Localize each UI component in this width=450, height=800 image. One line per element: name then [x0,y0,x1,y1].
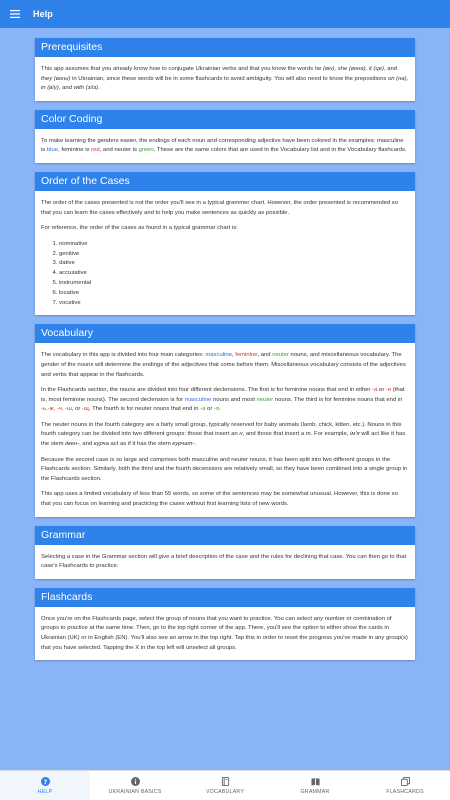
nav-label: FLASHCARDS [386,788,424,795]
page-title: Help [33,9,53,19]
paragraph: Once you're on the Flashcards page, select the group of nouns that you want to practice. You can select any number or combination of groups to practice at the same time. Then, go to the top right corner of the app. There, you'll see the option to either show the cards in Ukrainian (UK) or in English (EN). You'll also see an arrow in the top right. Tap this in order to reset the progress you've made in any group(s) that you have selected. Tapping the X in the top left will unselect all groups. [41,615,408,651]
paragraph: This app assumes that you already know how to conjugate Ukrainian verbs and that you know the words he (він), she (вона), it (це), and they (вони) in Ukrainian, since these words will be in some flashcards to avoid ambiguity. You will also need to know the prepositions on (на), in (в/у), and with (з/із). [41,66,409,92]
nav-label: UKRAINIAN BASICS [108,788,162,795]
card-prerequisites [35,38,415,101]
nav-flashcards[interactable] [360,771,450,800]
paragraph: To make learning the genders easier, the endings of each noun and corresponding adjective have been colored in the examples: masculine is blue, feminine is red, and neuter is green. These are the same colors that are used in the Vocabulary list and in the Vocabulary flashcards. [41,137,407,154]
card-grammar [35,526,415,579]
list-item: 4. accusative [59,269,409,279]
list-item: 3. dative [59,259,409,269]
card-title: Vocabulary [35,324,415,343]
flashcards-icon [401,777,410,786]
bottom-navigation [0,770,450,800]
nav-label: HELP [37,788,53,795]
card-title: Grammar [35,526,415,545]
info-circle-icon [131,777,140,786]
paragraph: Selecting a case in the Grammar section will give a brief description of the case and the rules for declining that case. You can then go to that case's Flashcards to practice. [41,553,407,570]
card-body [35,545,415,579]
card-body [35,343,415,516]
card-flashcards [35,588,415,660]
card-color-coding [35,110,415,163]
card-title: Order of the Cases [35,172,415,191]
card-title: Color Coding [35,110,415,129]
card-body [35,607,415,660]
paragraph: The vocabulary in this app is divided into four main categories: masculine, feminine, and neuter nouns, and miscellaneous vocabulary. The gender of the nouns will determine the endings of the adjectives that come before them. Miscellaneous vocabulary consists of the adjectives and verbs that appear in the flashcards. [41,352,406,378]
list-item: 6. locative [59,289,409,299]
card-body [35,57,415,101]
paragraph: This app uses a limited vocabulary of less than 55 words, so some of the sentences may be somewhat unusual. However, this is done so that you can focus on learning and practicing the cases without first learning lists of new words. [41,491,398,508]
list-item: 2. genitive [59,250,409,260]
paragraph: In the Flashcards section, the nouns are divided into four different declensions. The first is for feminine nouns that end in either -а or -я (that is, most feminine nouns). The second declension is for masculine nouns and most neuter nouns. The third is for feminine nouns that end in -ь,-ж, -ч, -ш, or -щ. The fourth is for neuter nouns that end in -а or -я. [41,387,405,413]
hamburger-menu-icon[interactable] [0,0,30,28]
card-title: Flashcards [35,588,415,607]
card-title: Prerequisites [35,38,415,57]
cases-list [41,240,409,309]
paragraph: For reference, the order of the cases as found in a typical grammar chart is: [41,225,238,232]
svg-text:?: ? [43,778,47,786]
open-book-icon [311,777,320,786]
paragraph: The order of the cases presented is not the order you'll see in a typical grammer chart. However, the order presented is recommended so that you can learn the cases effectively and to help you make sentences as quickly as possible. [41,199,399,216]
paragraph: The neuter nouns in the fourth category are a fairly small group, typically reserved for baby animals (lamb, chick, kitten, etc.). Nouns in this fourth category can be divided into two different groups: those that insert an н, and those that insert a т. For example, ім'я will act like it has the stem імен-, and курча act as if it has the stem курчат-. [41,421,406,448]
nav-help[interactable] [0,771,90,800]
nav-label: GRAMMAR [300,788,330,795]
nav-grammar[interactable] [270,771,360,800]
nav-ukrainian-basics[interactable] [90,771,180,800]
book-icon [221,777,230,786]
help-content[interactable] [0,28,450,770]
card-order-of-cases [35,172,415,315]
list-item: 5. instrumental [59,279,409,289]
nav-vocabulary[interactable] [180,771,270,800]
card-body [35,129,415,163]
card-vocabulary [35,324,415,516]
list-item: 7. vocative [59,299,409,309]
app-bar [0,0,450,28]
paragraph: Because the second case is so large and comprises both masculine and neuter nouns, it has been split into two different groups in the Flashcards section. Similarly, both the third and the fourth decensions are relatively small, so they have been combined into a single group in the Flashcards section. [41,456,408,482]
help-circle-icon [41,777,50,786]
list-item: 1. nominative [59,240,409,250]
nav-label: VOCABULARY [205,788,245,795]
card-body [35,191,415,315]
